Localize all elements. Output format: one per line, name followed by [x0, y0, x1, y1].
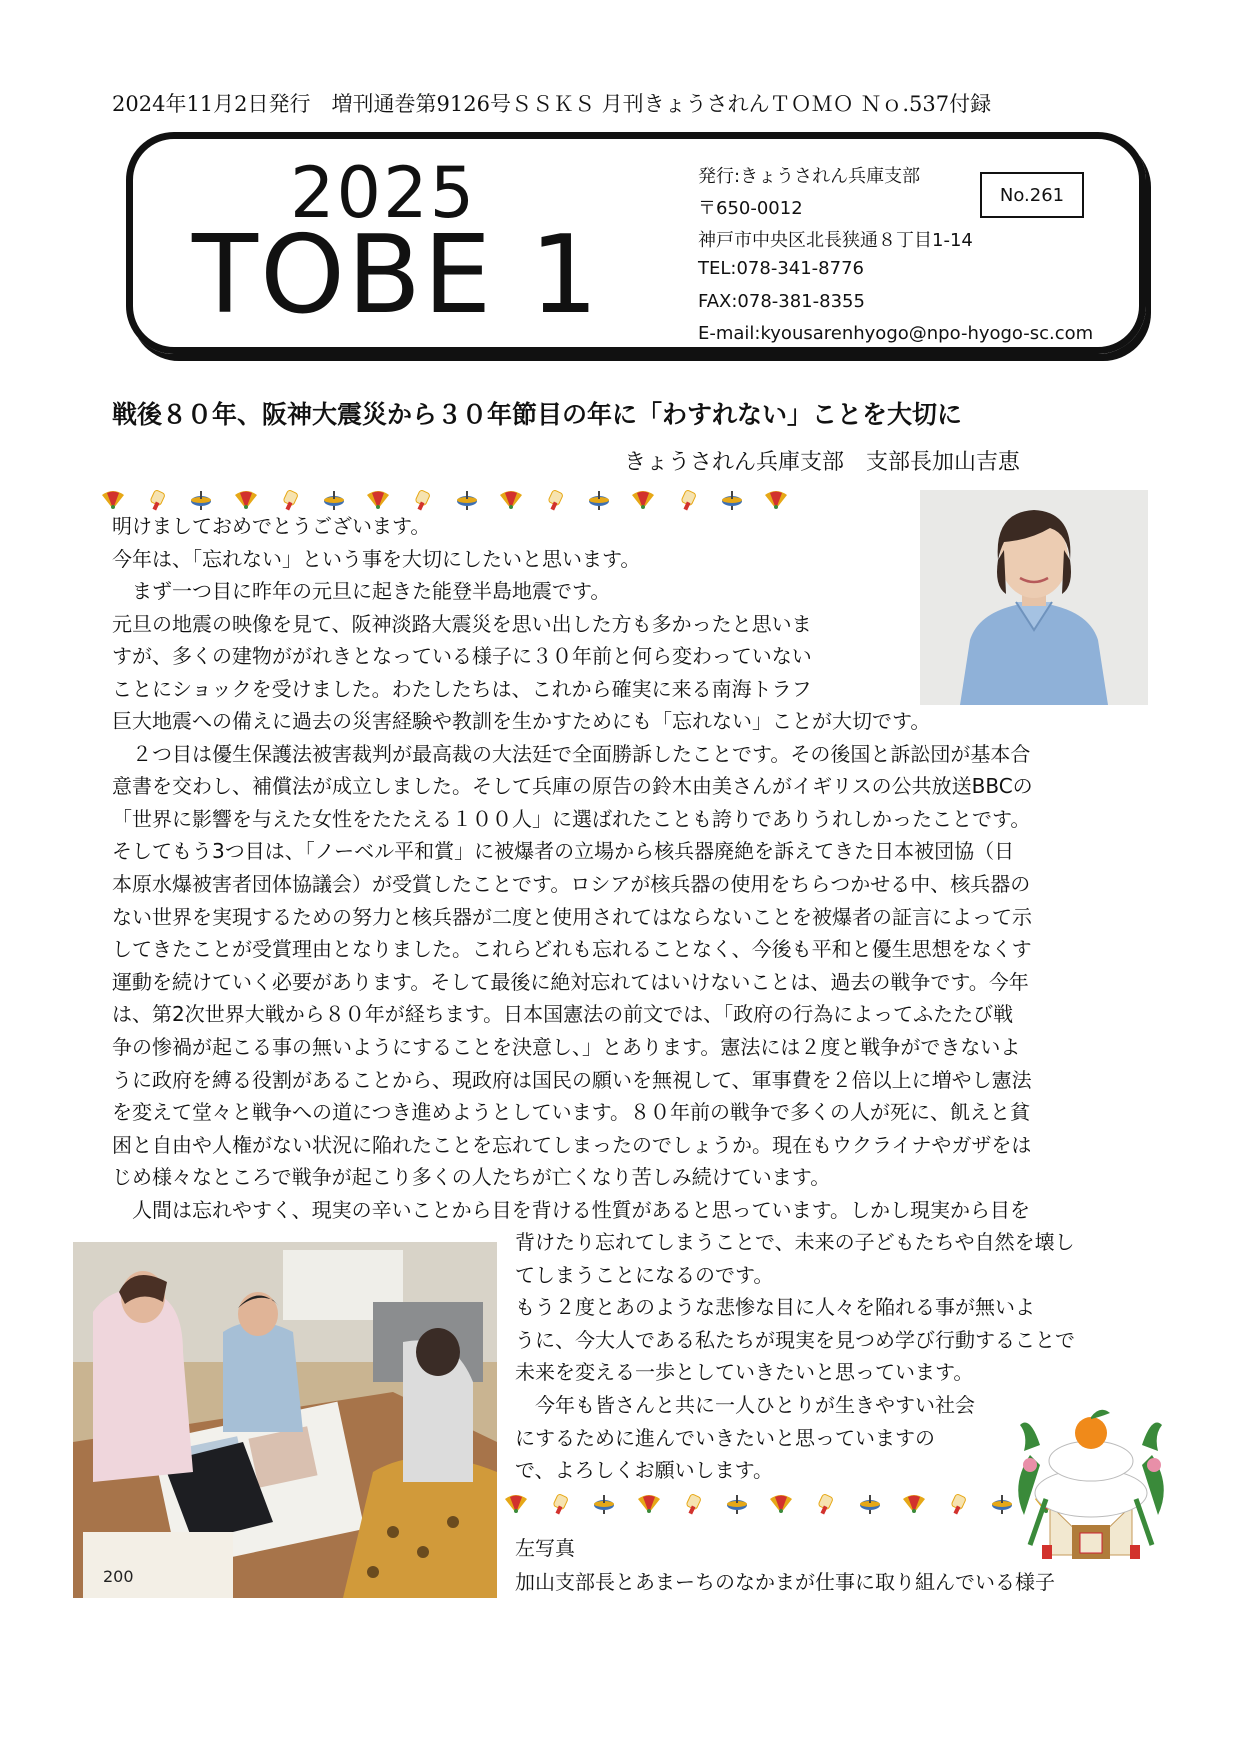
- fan-icon: [630, 489, 656, 511]
- koma-icon: [719, 489, 745, 511]
- author-portrait-photo: [920, 490, 1148, 705]
- body-text-line: うに政府を縛る役割があることから、現政府は国民の願いを無視して、軍事費を２倍以上に増やし憲法: [112, 1067, 1032, 1092]
- body-text-line: すが、多くの建物ががれきとなっている様子に３０年前と何ら変わっていない: [112, 644, 812, 668]
- body-text-line: 「世界に影響を与えた女性をたたえる１００人」に選ばれたことも誇りでありうれしかったことです。: [112, 806, 1031, 831]
- body-text-line: 争の惨禍が起こる事の無いようにすることを決意し、」とあります。憲法には２度と戦争ができないよ: [112, 1035, 1021, 1059]
- body-text-line: ことにショックを受けました。わたしたちは、これから確実に来る南海トラフ: [112, 676, 812, 701]
- hagoita-icon: [812, 1493, 838, 1515]
- body-text-line: 背けたり忘れてしまうことで、未来の子どもたちや自然を壊し: [515, 1230, 1075, 1254]
- koma-icon: [724, 1493, 750, 1515]
- koma-icon: [188, 489, 214, 511]
- koma-icon: [454, 489, 480, 511]
- body-text-line: 今年は、「忘れない」という事を大切にしたいと思います。: [112, 546, 641, 571]
- fan-icon: [365, 489, 391, 511]
- fan-icon: [503, 1493, 529, 1515]
- body-text-line: 元旦の地震の映像を見て、阪神淡路大震災を思い出した方も多かったと思いま: [112, 611, 812, 636]
- group-work-photo: [73, 1242, 497, 1598]
- body-text-line: は、第2次世界大戦から８０年が経ちます。日本国憲法の前文では、「政府の行為によってふたたび戦: [112, 1002, 1014, 1027]
- body-text-line: じめ様々なところで戦争が起こり多くの人たちが亡くなり苦しみ続けています。: [112, 1165, 831, 1190]
- top-publication-note: 2024年11月2日発行 増刊通巻第9126号ＳＳＫＳ 月刊きょうされんＴＯＭＯ Ｎｏ.537付録: [112, 92, 992, 116]
- article-headline: 戦後８０年、阪神大震災から３０年節目の年に「わすれない」ことを大切に: [112, 400, 963, 429]
- hagoita-icon: [409, 489, 435, 511]
- koma-icon: [586, 489, 612, 511]
- address: 神戸市中央区北長狭通８丁目1-14: [698, 230, 973, 251]
- body-text-line: てしまうことになるのです。: [515, 1262, 774, 1287]
- body-text-line: ２つ目は優生保護法被害裁判が最高裁の大法廷で全面勝訴したことです。その後国と訴訟団が基本合: [112, 741, 1031, 766]
- hagoita-icon: [680, 1493, 706, 1515]
- photo-paper-number: 200: [103, 1567, 134, 1586]
- publisher-name: 発行:きょうされん兵庫支部: [698, 166, 921, 187]
- body-text-line: そしてもう3つ目は、「ノーベル平和賞」に被爆者の立場から核兵器廃絶を訴えてきた日本被団協（日: [112, 839, 1015, 864]
- koma-icon: [591, 1493, 617, 1515]
- body-text-line: 明けましておめでとうございます。: [112, 514, 431, 538]
- hagoita-icon: [945, 1493, 971, 1515]
- photo-caption-title: 左写真: [515, 1536, 575, 1560]
- fax: FAX:078-381-8355: [698, 291, 865, 312]
- body-text-line: まず一つ目に昨年の元旦に起きた能登半島地震です。: [112, 579, 611, 603]
- email: E-mail:kyousarenhyogo@npo-hyogo-sc.com: [698, 323, 1094, 344]
- photo-caption-text: 加山支部長とあまーちのなかまが仕事に取り組んでいる様子: [515, 1570, 1055, 1594]
- hagoita-icon: [277, 489, 303, 511]
- hagoita-icon: [542, 489, 568, 511]
- body-text-line: ない世界を実現するための努力と核兵器が二度と使用されてはならないことを被爆者の証言によって示: [112, 904, 1032, 929]
- hagoita-icon: [144, 489, 170, 511]
- koma-icon: [321, 489, 347, 511]
- body-text-line: にするために進んでいきたいと思っていますの: [515, 1425, 935, 1450]
- hagoita-icon: [675, 489, 701, 511]
- body-text-line: 本原水爆被害者団体協議会）が受賞したことです。ロシアが核兵器の使用をちらつかせる中、核兵器の: [112, 872, 1031, 896]
- body-text-line: 未来を変える一歩としていきたいと思っています。: [515, 1360, 974, 1385]
- body-text-line: で、よろしくお願いします。: [515, 1458, 773, 1483]
- body-text-line: 巨大地震への備えに過去の災害経験や教訓を生かすためにも「忘れない」ことが大切です。: [112, 709, 931, 733]
- hagoita-icon: [547, 1493, 573, 1515]
- body-text-line: もう２度とあのような悲惨な目に人々を陥れる事が無いよ: [515, 1295, 1035, 1320]
- fan-icon: [901, 1493, 927, 1515]
- fan-icon: [636, 1493, 662, 1515]
- body-text-line: 人間は忘れやすく、現実の辛いことから目を背ける性質があると思っています。しかし現実から目を: [112, 1198, 1030, 1222]
- body-text-line: 運動を続けていく必要があります。そして最後に絶対忘れてはいけないことは、過去の戦争です。今年: [112, 969, 1029, 994]
- kagami-mochi-illustration: [1010, 1395, 1172, 1567]
- body-text-line: 困と自由や人権がない状況に陥れたことを忘れてしまったのでしょうか。現在もウクライナやガザをは: [112, 1132, 1032, 1157]
- telephone: TEL:078-341-8776: [698, 258, 864, 279]
- koma-icon: [857, 1493, 883, 1515]
- masthead-year: 2025: [290, 152, 477, 234]
- body-text-line: してきたことが受賞理由となりました。これらどれも忘れることなく、今後も平和と優生思想をなくす: [112, 937, 1032, 962]
- article-author: きょうされん兵庫支部 支部長加山吉恵: [624, 450, 1021, 475]
- fan-icon: [768, 1493, 794, 1515]
- issue-number: No.261: [999, 184, 1065, 206]
- fan-icon: [233, 489, 259, 511]
- body-text-line: 意書を交わし、補償法が成立しました。そして兵庫の原告の鈴木由美さんがイギリスの公共放送BBCの: [112, 774, 1033, 799]
- body-text-line: うに、今大人である私たちが現実を見つめ学び行動することで: [515, 1327, 1075, 1352]
- postal-code: 〒650-0012: [698, 198, 803, 219]
- fan-icon: [763, 489, 789, 511]
- body-text-line: 今年も皆さんと共に一人ひとりが生きやすい社会: [515, 1393, 975, 1417]
- masthead-title: TOBE 1: [192, 213, 601, 338]
- issue-number-box: [980, 172, 1084, 218]
- body-text-line: を変えて堂々と戦争への道につき進めようとしています。８０年前の戦争で多くの人が死に、飢えと貧: [112, 1100, 1030, 1125]
- fan-icon: [100, 489, 126, 511]
- fan-icon: [498, 489, 524, 511]
